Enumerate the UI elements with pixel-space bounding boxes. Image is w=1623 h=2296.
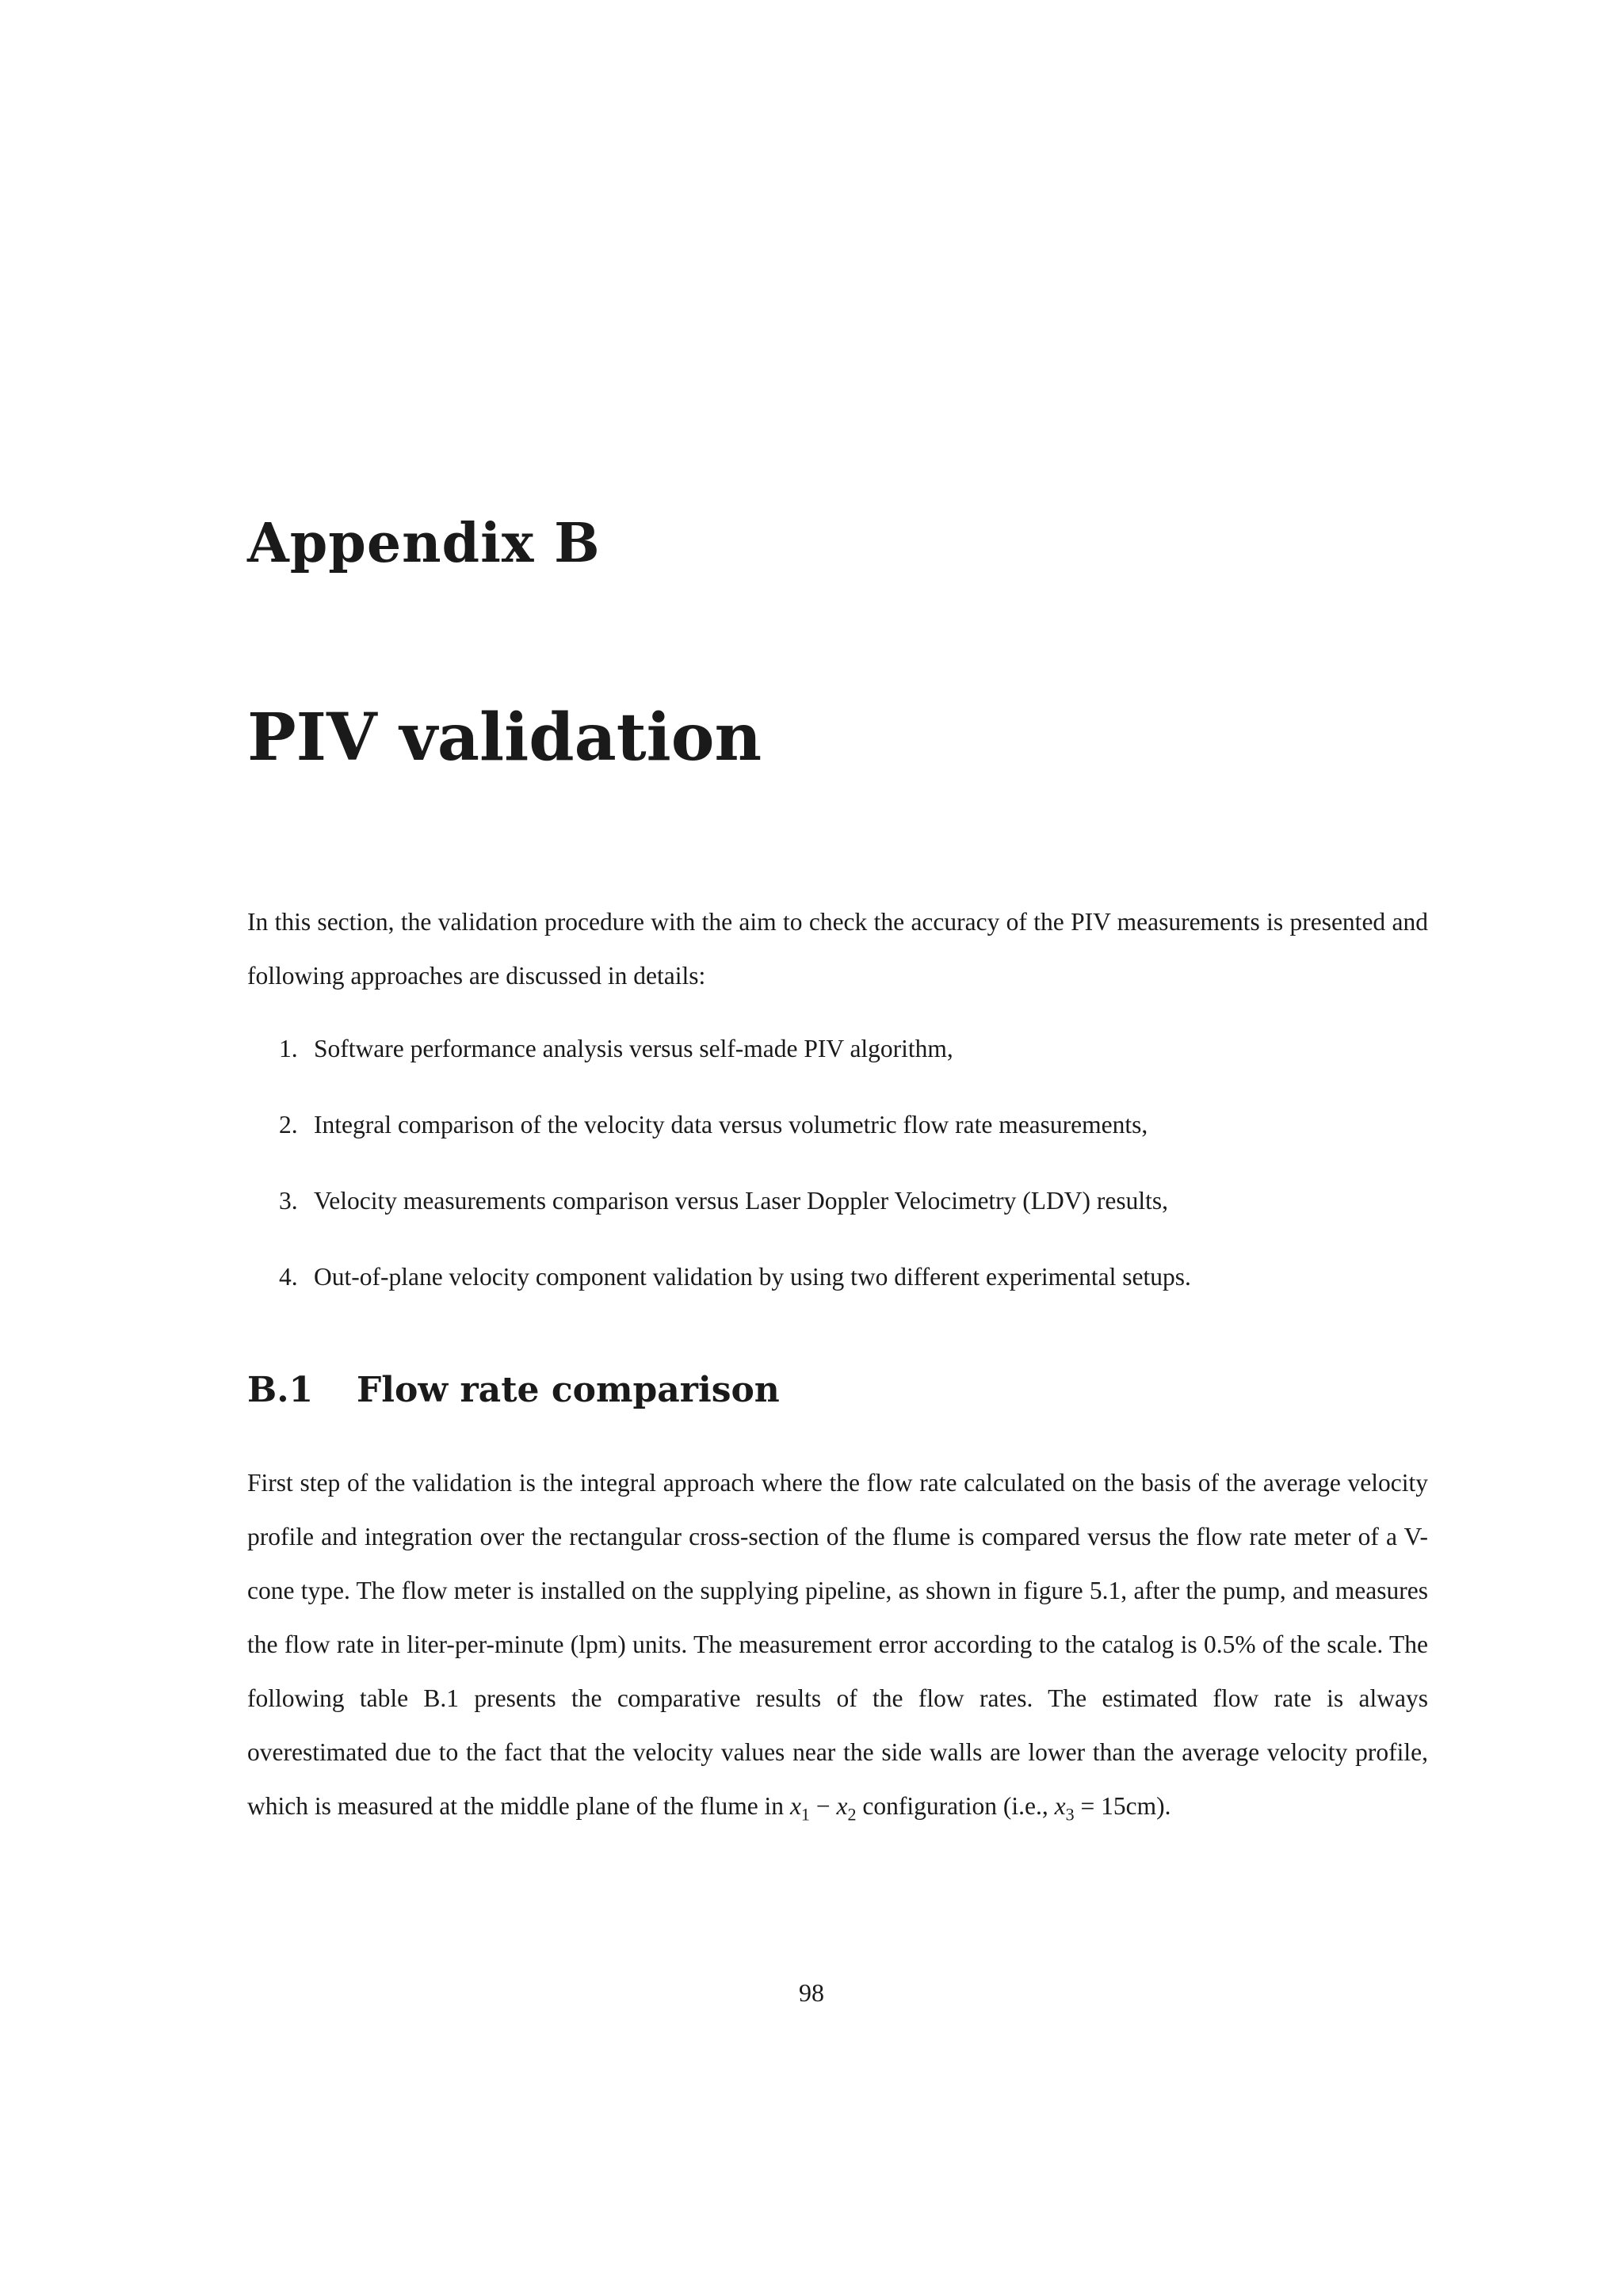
- list-item: [279, 1028, 1428, 1104]
- math-var: x: [789, 1792, 801, 1820]
- text-after-config: configuration (i.e.,: [856, 1792, 1055, 1820]
- math-subscript: 2: [847, 1804, 857, 1825]
- intro-paragraph: In this section, the validation procedure with the aim to check the accuracy of the PIV measurements is presented and following approaches are discussed in details:: [247, 908, 1428, 990]
- text-plane-value: = 15cm).: [1074, 1792, 1171, 1820]
- section-number: B.1: [247, 1370, 314, 1410]
- paragraph-main-text: First step of the validation is the integral approach where the flow rate calculated on the basis of the average velocity profile and integration over the rectangular cross-section of the flume is compared versus the flow rate meter of a V-cone type. The flow meter is installed on the supplying pipeline, as shown in figure 5.1, after the pump, and measures the flow rate in liter-per-minute (lpm) units. The measurement error according to the catalog is 0.5% of the scale. The following table B.1 presents the comparative results of the flow rates. The estimated flow rate is always overestimated due to the fact that the velocity values near the side walls are lower than the average velocity profile, which is measured at the middle plane of the flume in: [247, 1469, 1428, 1820]
- section-paragraph: [247, 1456, 1428, 1833]
- math-minus: −: [809, 1792, 837, 1820]
- math-subscript: 1: [800, 1804, 810, 1825]
- math-x2: [836, 1792, 857, 1825]
- math-x3: [1054, 1792, 1075, 1825]
- section-paragraph-text: [247, 1456, 1428, 1833]
- list-item: [279, 1257, 1428, 1333]
- list-item-number: 1.: [279, 1035, 298, 1062]
- list-item-number: 4.: [279, 1263, 298, 1291]
- math-var: x: [1054, 1792, 1066, 1820]
- list-item-number: 3.: [279, 1187, 298, 1215]
- math-x1: [789, 1792, 810, 1825]
- validation-approaches-list: [279, 1028, 1428, 1333]
- section-heading: [247, 1370, 780, 1410]
- list-item-text: Velocity measurements comparison versus Laser Doppler Velocimetry (LDV) results,: [314, 1187, 1168, 1215]
- math-subscript: 3: [1065, 1804, 1075, 1825]
- list-item: [279, 1104, 1428, 1180]
- list-item-text: Software performance analysis versus self-made PIV algorithm,: [314, 1035, 953, 1062]
- list-item-text: Out-of-plane velocity component validation by using two different experimental setups.: [314, 1263, 1191, 1291]
- section-title: Flow rate comparison: [357, 1370, 780, 1410]
- list-item-text: Integral comparison of the velocity data versus volumetric flow rate measurements,: [314, 1111, 1148, 1138]
- list-item: [279, 1180, 1428, 1257]
- list-item-number: 2.: [279, 1111, 298, 1138]
- appendix-label: Appendix B: [247, 512, 601, 575]
- page-number: 98: [799, 1978, 824, 2007]
- chapter-title: PIV validation: [247, 700, 762, 776]
- math-var: x: [836, 1792, 848, 1820]
